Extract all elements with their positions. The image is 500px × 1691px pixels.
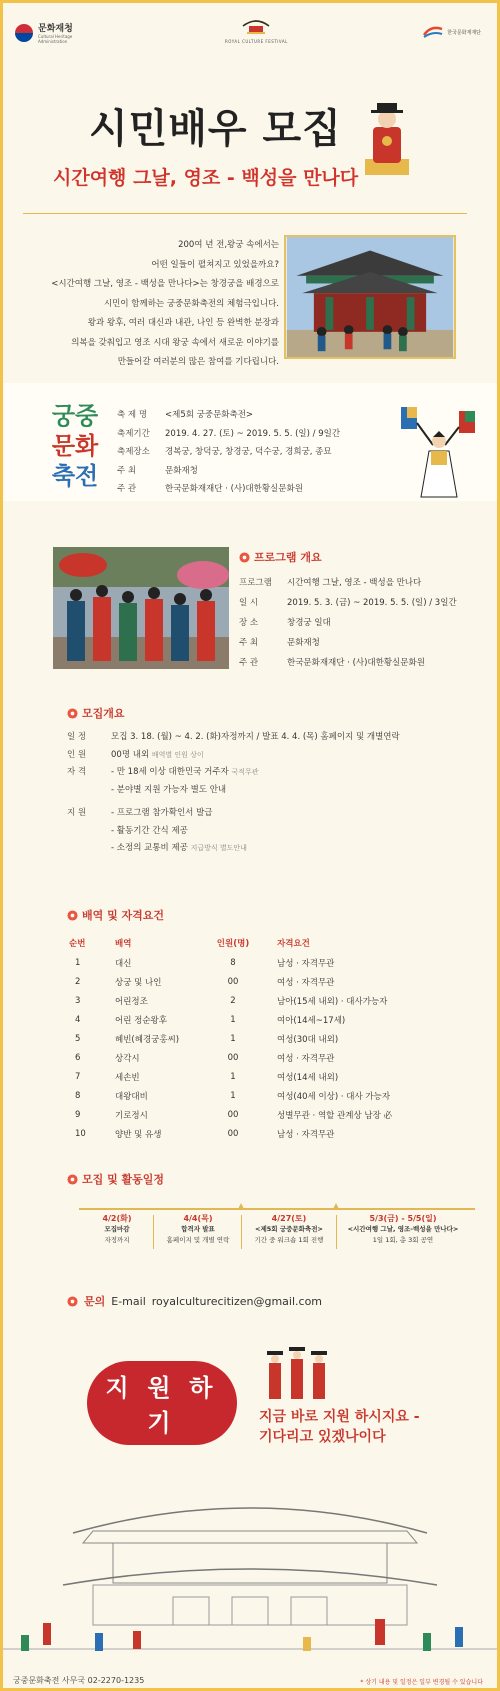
- info-value: 2019. 5. 3. (금) ~ 2019. 5. 5. (일) / 3일간: [287, 598, 457, 608]
- recruit-key: 자 격: [67, 767, 87, 777]
- palace-illustration: [3, 1473, 497, 1673]
- cha-logo[interactable]: [15, 21, 80, 44]
- cell: 00: [227, 1109, 239, 1120]
- cell: 9: [75, 1109, 81, 1120]
- apply-message-line: 지금 바로 지원 하시지요 -: [259, 1409, 420, 1425]
- apply-button[interactable]: 지 원 하 기: [87, 1361, 237, 1445]
- cell: 여성(30대 내외): [277, 1034, 339, 1045]
- info-value: 창경궁 일대: [287, 618, 331, 628]
- info-key: 주 관: [239, 658, 259, 668]
- info-key: 장 소: [239, 618, 259, 628]
- cell: 성별무관 · 역할 관계상 남장 必: [277, 1110, 393, 1121]
- recruit-heading-text: 모집개요: [82, 707, 125, 720]
- info-value: 경복궁, 창덕궁, 창경궁, 덕수궁, 경희궁, 종묘: [165, 447, 332, 457]
- apply-message-line: 기다리고 있겠나이다: [259, 1429, 386, 1445]
- info-row: [239, 653, 457, 673]
- cell: 2: [230, 995, 236, 1006]
- table-row: [67, 1029, 453, 1048]
- program-info: [239, 573, 457, 673]
- timeline-sep: [153, 1215, 154, 1249]
- table-row: [67, 1010, 453, 1029]
- flower-icon: [67, 1296, 78, 1307]
- cell: 상궁 및 나인: [115, 977, 162, 988]
- col-header: 자격요건: [277, 939, 310, 949]
- info-row: [117, 462, 340, 481]
- schedule-heading-text: 모집 및 활동일정: [82, 1173, 165, 1186]
- table-row: [67, 1105, 453, 1124]
- recruit-row: [67, 729, 467, 747]
- roles-table: [67, 933, 453, 1143]
- recruit-value: - 만 18세 이상 대한민국 거주자: [111, 767, 229, 777]
- schedule-desc: 기간 중 워크숍 1회 진행: [254, 1236, 324, 1244]
- recruit-note: 지급방식 별도안내: [190, 844, 247, 852]
- cell: 여성(40세 이상) · 대사 가능자: [277, 1091, 391, 1102]
- recruit-row: [67, 782, 467, 800]
- intro-line: 어떤 일들이 펼쳐지고 있었을까요?: [151, 259, 279, 270]
- recruit-value: - 프로그램 참가확인서 발급: [111, 808, 213, 818]
- cell: 여성 · 자격무관: [277, 977, 335, 988]
- col-header: 배역: [115, 939, 132, 949]
- palace-roof-icon: [241, 17, 271, 35]
- festival-wordmark-line: 축전: [51, 462, 99, 490]
- cell: 양반 및 유생: [115, 1129, 162, 1140]
- schedule-title: 합격자 발표: [181, 1225, 215, 1233]
- flower-icon: [67, 708, 78, 719]
- info-row: [117, 480, 340, 499]
- cell: 상각시: [115, 1053, 140, 1064]
- inquiry: [67, 1293, 322, 1309]
- schedule-heading: [67, 1171, 164, 1187]
- roles-heading: [67, 907, 164, 923]
- schedule-title: <시간여행 그날, 영조-백성을 만나다>: [347, 1225, 459, 1233]
- cell: 대신: [115, 958, 132, 969]
- cell: 10: [75, 1128, 86, 1139]
- table-row: [67, 953, 453, 972]
- intro-line: 200여 년 전,왕궁 속에서는: [178, 240, 279, 250]
- flower-icon: [67, 1174, 78, 1185]
- info-key: 주 관: [117, 484, 137, 494]
- schedule-title: 모집마감: [104, 1225, 130, 1233]
- page-subtitle: 시간여행 그날, 영조 - 백성을 만나다: [53, 167, 359, 189]
- recruit-value: - 분야별 지원 가능자 별도 안내: [111, 784, 227, 795]
- festival-wordmark-line: 궁중: [51, 402, 99, 430]
- roles-heading-text: 배역 및 자격요건: [82, 909, 165, 922]
- timeline-line: [79, 1208, 475, 1210]
- cell: 혜빈(혜경궁홍씨): [115, 1034, 180, 1045]
- info-value: 시간여행 그날, 영조 - 백성을 만나다: [287, 578, 422, 588]
- recruit-key: 인 원: [67, 749, 87, 760]
- apply-message: [259, 1407, 420, 1447]
- timeline-sep: [336, 1215, 337, 1249]
- festival-wordmark-line: 문화: [51, 432, 99, 460]
- email-link[interactable]: royalculturecitizen@gmail.com: [151, 1294, 323, 1308]
- swoosh-icon: [423, 25, 443, 39]
- cha-logo-name: 문화재청: [38, 24, 73, 34]
- info-value: <제5회 궁중문화축전>: [165, 410, 254, 420]
- info-row: [239, 573, 457, 593]
- flower-icon: [67, 910, 78, 921]
- timeline-sep: [241, 1215, 242, 1249]
- intro-line: 왕과 왕후, 여러 대신과 내관, 나인 등 완벽한 분장과: [87, 318, 279, 328]
- cell: 2: [75, 976, 81, 987]
- dancer-illustration-icon: [399, 403, 479, 503]
- recruit-row: [67, 764, 467, 782]
- cell: 5: [75, 1033, 81, 1044]
- footer-note: * 상기 내용 및 일정은 일부 변경될 수 있습니다: [360, 1679, 483, 1686]
- cell: 00: [227, 976, 239, 987]
- recruit-note: 배역별 인원 상이: [151, 750, 204, 759]
- recruit-value: - 소정의 교통비 제공: [111, 843, 188, 853]
- schedule-date: 4/27(토): [271, 1214, 307, 1223]
- recruit-value: - 활동기간 간식 제공: [111, 825, 188, 836]
- arrow-up-icon: [238, 1203, 244, 1209]
- table-row: [67, 1048, 453, 1067]
- schedule-item: [89, 1213, 145, 1246]
- schedule-desc: 자정까지: [104, 1236, 130, 1244]
- recruit-row: [67, 823, 467, 841]
- recruit-info: [67, 729, 467, 858]
- cell: 8: [75, 1090, 81, 1101]
- table-row: [67, 1086, 453, 1105]
- info-key: 일 시: [239, 598, 259, 608]
- divider: [23, 213, 467, 214]
- festival-info: [117, 406, 340, 499]
- info-row: [117, 443, 340, 462]
- col-header: 순번: [69, 939, 86, 949]
- schedule-date: 4/4(목): [183, 1214, 213, 1223]
- info-key: 주 최: [117, 465, 137, 476]
- footer-office: 궁중문화축전 사무국 02-2270-1235: [13, 1676, 145, 1685]
- program-photo: [53, 547, 229, 669]
- schedule-title: <제5회 궁중문화축전>: [255, 1225, 323, 1233]
- table-header-row: [67, 933, 453, 953]
- taegeuk-icon: [15, 24, 33, 42]
- cell: 1: [230, 1033, 236, 1044]
- info-key: 축제기간: [117, 428, 150, 439]
- cell: 4: [75, 1014, 81, 1025]
- cell: 대왕대비: [115, 1091, 148, 1102]
- guards-illustration-icon: [265, 1345, 329, 1403]
- cell: 6: [75, 1052, 81, 1063]
- palace-photo: [284, 235, 456, 359]
- cell: 7: [75, 1071, 81, 1082]
- chf-logo[interactable]: [423, 25, 481, 39]
- cell: 남아(15세 내외) · 대사가능자: [277, 996, 388, 1007]
- cell: 8: [230, 957, 236, 968]
- schedule-date: 4/2(화): [102, 1214, 132, 1223]
- info-value: 2019. 4. 27. (토) ~ 2019. 5. 5. (일) / 9일간: [165, 428, 341, 439]
- cell: 남성 · 자격무관: [277, 1129, 335, 1140]
- table-row: [67, 991, 453, 1010]
- info-value: 문화재청: [165, 465, 198, 476]
- info-value: 한국문화재재단 · (사)대한황실문화원: [165, 484, 303, 494]
- schedule-item: [244, 1213, 334, 1246]
- intro-line: 시민이 함께하는 궁중문화축전의 체험극입니다.: [103, 298, 279, 309]
- schedule-date: 5/3(금) - 5/5(일): [369, 1214, 437, 1223]
- program-heading-text: 프로그램 개요: [254, 551, 322, 564]
- info-row: [117, 425, 340, 444]
- cell: 여아(14세~17세): [277, 1015, 346, 1026]
- header: [3, 3, 497, 83]
- arrow-up-icon: [333, 1203, 339, 1209]
- cell: 00: [227, 1128, 239, 1139]
- cell: 3: [75, 995, 81, 1006]
- festival-logo-label: ROYAL CULTURE FESTIVAL: [225, 39, 288, 44]
- intro-text: [17, 236, 279, 373]
- recruit-row: [67, 747, 467, 765]
- page-title: 시민배우 모집: [89, 106, 342, 152]
- cell: 남성 · 자격무관: [277, 958, 335, 969]
- info-value: 한국문화재재단 · (사)대한황실문화원: [287, 658, 425, 668]
- col-header: 인원(명): [216, 939, 250, 949]
- info-key: 프로그램: [239, 578, 272, 588]
- cell: 여성 · 자격무관: [277, 1053, 335, 1064]
- email-label: E-mail: [111, 1294, 146, 1308]
- schedule-desc: 1일 1회, 총 3회 공연: [372, 1236, 434, 1244]
- intro-line: 만들어갈 여러분의 많은 참여를 기다립니다.: [117, 357, 279, 367]
- recruit-row: [67, 840, 467, 858]
- table-row: [67, 1124, 453, 1143]
- cell: 00: [227, 1052, 239, 1063]
- schedule-desc: 홈페이지 및 개별 연락: [166, 1236, 230, 1244]
- recruit-value: 모집 3. 18. (월) ~ 4. 2. (화)자정까지 / 발표 4. 4. (목) 홈페이지 및 개별연락: [111, 732, 400, 742]
- info-row: [239, 593, 457, 613]
- info-key: 축 제 명: [117, 410, 148, 420]
- festival-logo[interactable]: [225, 17, 288, 44]
- recruit-key: 일 정: [67, 732, 87, 742]
- info-row: [239, 613, 457, 633]
- table-row: [67, 972, 453, 991]
- intro-line: 의복을 갖춰입고 영조 시대 왕궁 속에서 새로운 이야기를: [71, 337, 279, 348]
- cha-logo-sub: Cultural Heritage Administration: [38, 34, 73, 44]
- recruit-key: 지 원: [67, 808, 87, 818]
- info-key: 주 최: [239, 638, 259, 648]
- intro-line: <시간여행 그날, 영조 - 백성을 만나다>는 창경궁을 배경으로: [51, 279, 279, 289]
- cell: 여성(14세 내외): [277, 1072, 339, 1083]
- cell: 1: [230, 1014, 236, 1025]
- schedule-item: [157, 1213, 239, 1246]
- recruit-note: 국적무관: [231, 768, 259, 776]
- inquiry-label: 문의: [84, 1295, 106, 1308]
- info-value: 문화재청: [287, 638, 320, 648]
- table-row: [67, 1067, 453, 1086]
- cell: 세손빈: [115, 1072, 140, 1083]
- info-row: [239, 633, 457, 653]
- king-illustration-icon: [359, 99, 415, 179]
- recruit-heading: [67, 705, 125, 721]
- info-row: [117, 406, 340, 425]
- info-key: 축제장소: [117, 447, 150, 457]
- schedule-item: [339, 1213, 467, 1246]
- cell: 1: [230, 1071, 236, 1082]
- cell: 어린정조: [115, 996, 148, 1007]
- recruit-row: [67, 805, 467, 823]
- cell: 1: [75, 957, 81, 968]
- festival-wordmark: [51, 401, 99, 491]
- cell: 1: [230, 1090, 236, 1101]
- flower-icon: [239, 552, 250, 563]
- program-heading: [239, 549, 322, 565]
- chf-logo-label: 한국문화재재단: [447, 29, 481, 36]
- recruit-value: 00명 내외: [111, 749, 150, 760]
- cell: 기로정시: [115, 1110, 148, 1121]
- cell: 어린 정순왕후: [115, 1015, 167, 1026]
